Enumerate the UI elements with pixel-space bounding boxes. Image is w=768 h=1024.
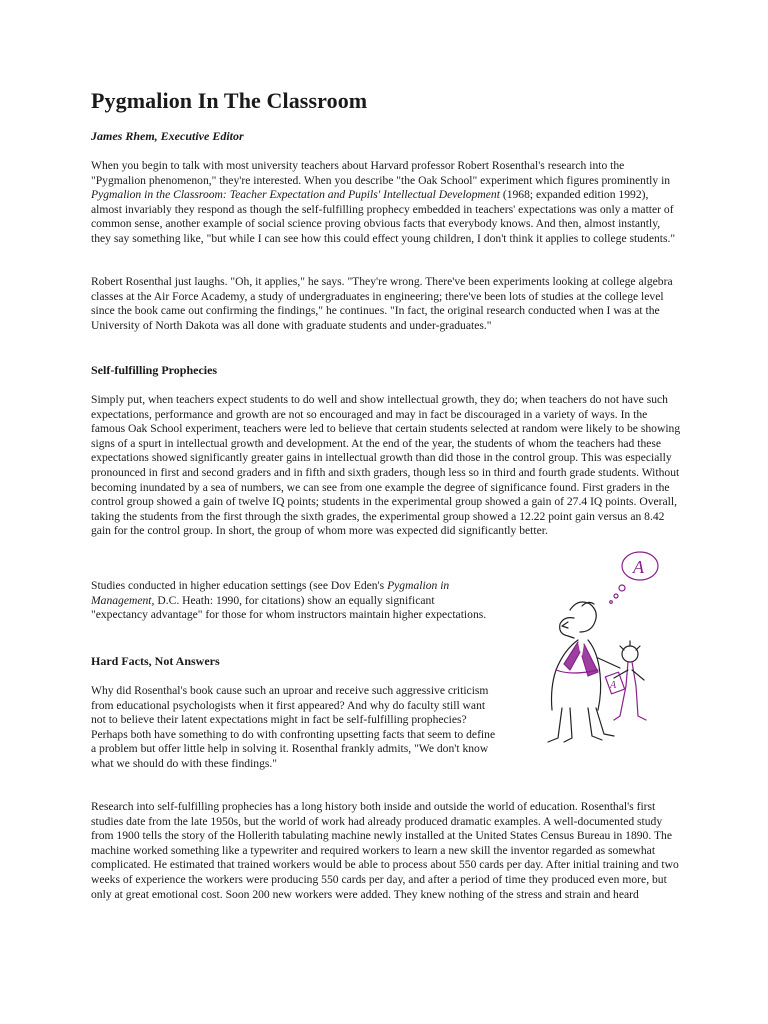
section-heading-self-fulfilling: Self-fulfilling Prophecies — [91, 363, 218, 377]
intro-text-b: (1968; expanded edition 1992), almost invariably they respond as though the self-fulfilling prophecy embedded in teachers' expectations was only a matter of common sense, another example of social science proving obvious facts that everybody knows. And then, almost instantly, they say something like, "but while I can see how this could effect young children, I don't think it applies to college students." — [91, 188, 676, 245]
book-title-management: Pygmalion in Management, — [91, 579, 450, 607]
intro-text-a: When you begin to talk with most university teachers about Harvard professor Robert Rosenthal's research into the "Pygmalion phenomenon," they're interested. When you describe "the Oak School" experiment which figures prominently in — [91, 159, 671, 187]
paragraph-uproar — [91, 684, 499, 772]
higher-ed-text-b: D.C. Heath: 1990, for citations) show an equally significant "expectancy advantage" for those for whom instructors maintain higher expectations. — [91, 593, 487, 622]
bubble-letter: A — [633, 557, 644, 577]
book-title-pygmalion: Pygmalion in the Classroom: Teacher Expectation and Pupils' Intellectual Development — [91, 188, 500, 202]
paragraph-text: Simply put, when teachers expect students to do well and show intellectual growth, they do; when teachers do not have such expectations, performance and growth are not so encouraged and may in fact be discouraged in a variety of ways. In the famous Oak School experiment, teachers were led to believe that certain students selected at random were likely to be showing signs of a spurt in intellectual growth and development. At the end of the year, the students of whom the teachers had these expectations showed significantly greater gains in intellectual growth than did those in the control group. This was especially pronounced in first and second graders and in fifth and sixth graders, though less so in third and fourth grade students. Without becoming inundated by a sea of numbers, we can see from one example the degree of significance found. First graders in the control group showed a gain of twelve IQ points; students in the experimental group showed a gain of 27.4 IQ points. Overall, taking the students from the first through the sixth grades, the experimental group showed a 12.22 point gain versus an 8.42 gain for the control group. In short, the group of whom more was expected did significantly better. — [91, 393, 681, 538]
paragraph-history — [91, 800, 681, 902]
paragraph-text: Why did Rosenthal's book cause such an uproar and receive such aggressive criticism from educational psychologists when it first appeared? And why do faculty still want not to believe their latent expectations might in fact be self-fulfilling prophecies? Perhaps both have something to do with confronting upsetting facts that seem to define a problem but offer little help in solving it. Rosenthal frankly admits, "We don't know what we should do with these findings." — [91, 684, 496, 770]
paragraph-oak-school — [91, 393, 681, 539]
section-heading-hard-facts: Hard Facts, Not Answers — [91, 654, 220, 668]
paragraph-higher-ed — [91, 579, 491, 623]
paragraph-intro — [91, 159, 681, 247]
teacher-student-illustration — [512, 540, 672, 750]
paragraph-text: Research into self-fulfilling prophecies has a long history both inside and outside the world of education. Rosenthal's first studies date from the late 1950s, but the world of work had already produced dramatic examples. A well-documented study from 1900 tells the story of the Hollerith tabulating machine newly installed at the United States Census Bureau in 1890. The machine worked something like a typewriter and required workers to learn a new skill the inventor regarded as somewhat complicated. He estimated that trained workers would be able to process about 550 cards per day. After initial training and two weeks of experience the workers were producing 550 cards per day, and after a period of time they produced even more, but only at great emotional cost. Soon 200 new workers were added. They knew nothing of the stress and strain and heard — [91, 800, 679, 901]
higher-ed-text-a: Studies conducted in higher education settings (see Dov Eden's — [91, 579, 388, 592]
author-byline: James Rhem, Executive Editor — [91, 129, 244, 143]
article-title: Pygmalion In The Classroom — [91, 88, 368, 113]
paragraph-rosenthal-laughs — [91, 275, 681, 333]
paper-letter: A — [610, 680, 617, 691]
paragraph-text: Robert Rosenthal just laughs. "Oh, it applies," he says. "They're wrong. There've been experiments looking at college algebra classes at the Air Force Academy, a study of undergraduates in engineering; there've been lots of studies at the college level since the book came out confirming the findings," he continues. "In fact, the original research conducted when I was at the University of North Dakota was all done with graduate students and under-graduates." — [91, 275, 673, 332]
